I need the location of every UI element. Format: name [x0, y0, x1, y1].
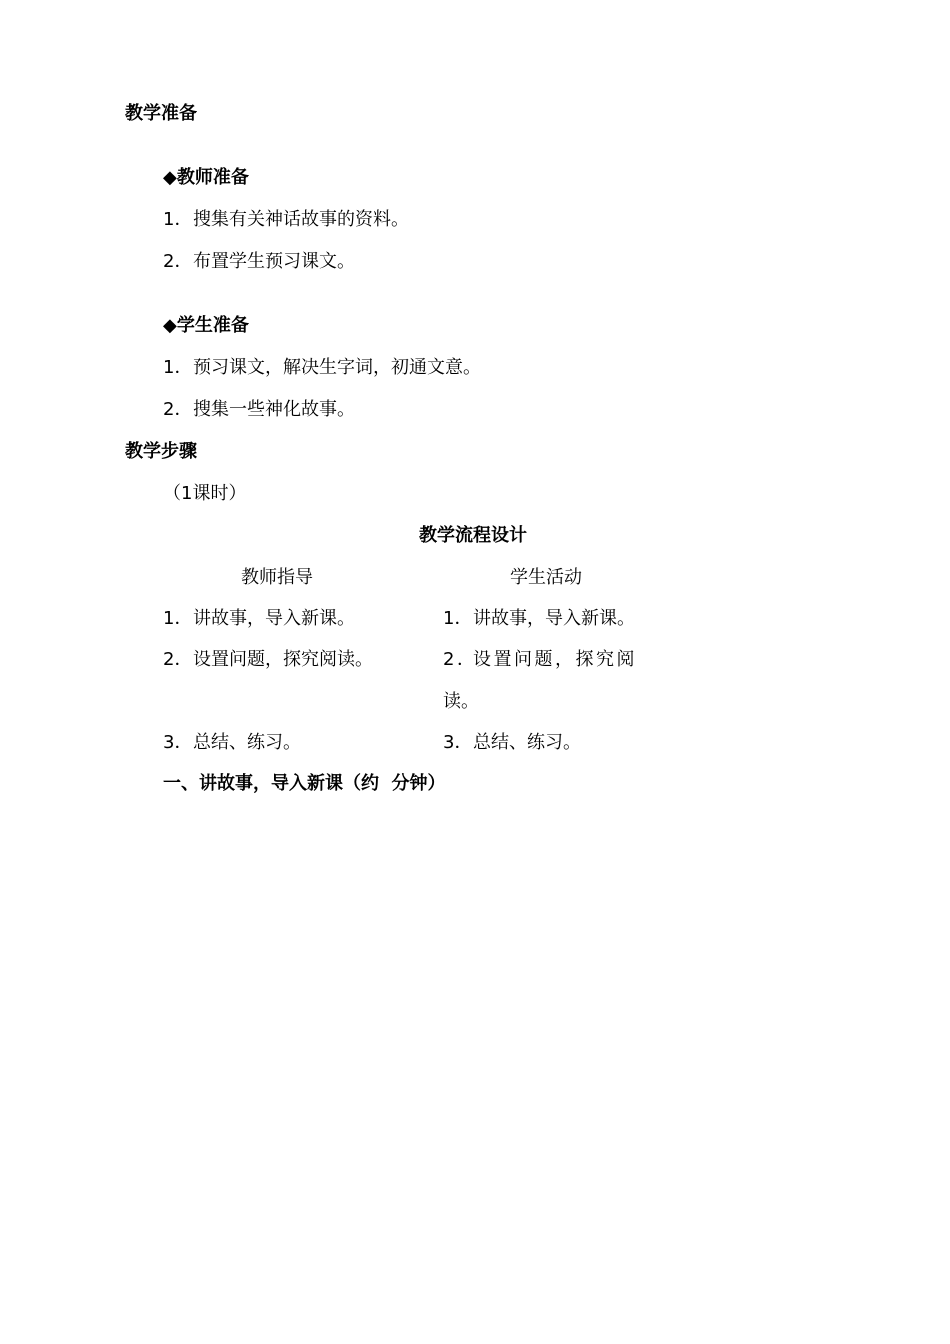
teacher-prep-item [163, 250, 355, 274]
section-one-heading: 一、讲故事，导入新课（约 分钟） [163, 773, 446, 794]
item-text: 讲故事，导入新课。 [473, 608, 635, 629]
item-number: 2． [443, 649, 478, 670]
item-number: 3． [443, 732, 473, 753]
student-prep-item [163, 356, 481, 380]
item-number: 1． [163, 209, 193, 230]
column-header-student: 学生活动 [510, 567, 582, 588]
item-number: 2． [163, 399, 193, 420]
item-number: 1． [163, 608, 193, 629]
student-flow-item [443, 607, 635, 631]
column-header-teacher: 教师指导 [241, 567, 313, 588]
student-prep-title: ◆学生准备 [163, 315, 249, 336]
item-text: 总结、练习。 [473, 732, 581, 753]
period-note: （1课时） [163, 483, 247, 504]
teacher-flow-item [163, 607, 355, 631]
student-flow-item [443, 731, 581, 755]
flow-title: 教学流程设计 [419, 525, 527, 546]
student-flow-item-continuation: 读。 [443, 691, 479, 712]
student-flow-item [443, 648, 637, 672]
item-number: 1． [163, 357, 193, 378]
item-text: 总结、练习。 [193, 732, 301, 753]
item-text: 设置问题，探究阅读。 [193, 649, 373, 670]
item-text: 搜集一些神化故事。 [193, 399, 355, 420]
teacher-prep-title: ◆教师准备 [163, 167, 249, 188]
item-text: 预习课文，解决生字词，初通文意。 [193, 357, 481, 378]
item-number: 2． [163, 251, 193, 272]
steps-heading: 教学步骤 [125, 441, 197, 462]
item-number: 3． [163, 732, 193, 753]
teacher-flow-item [163, 731, 301, 755]
prep-heading: 教学准备 [125, 103, 197, 124]
item-text: 布置学生预习课文。 [193, 251, 355, 272]
teacher-prep-item [163, 208, 409, 232]
item-number: 2． [163, 649, 193, 670]
item-text: 设置问题，探究阅 [473, 649, 637, 670]
item-text: 讲故事，导入新课。 [193, 608, 355, 629]
teacher-flow-item [163, 648, 373, 672]
student-prep-item [163, 398, 355, 422]
item-text: 搜集有关神话故事的资料。 [193, 209, 409, 230]
item-number: 1． [443, 608, 473, 629]
